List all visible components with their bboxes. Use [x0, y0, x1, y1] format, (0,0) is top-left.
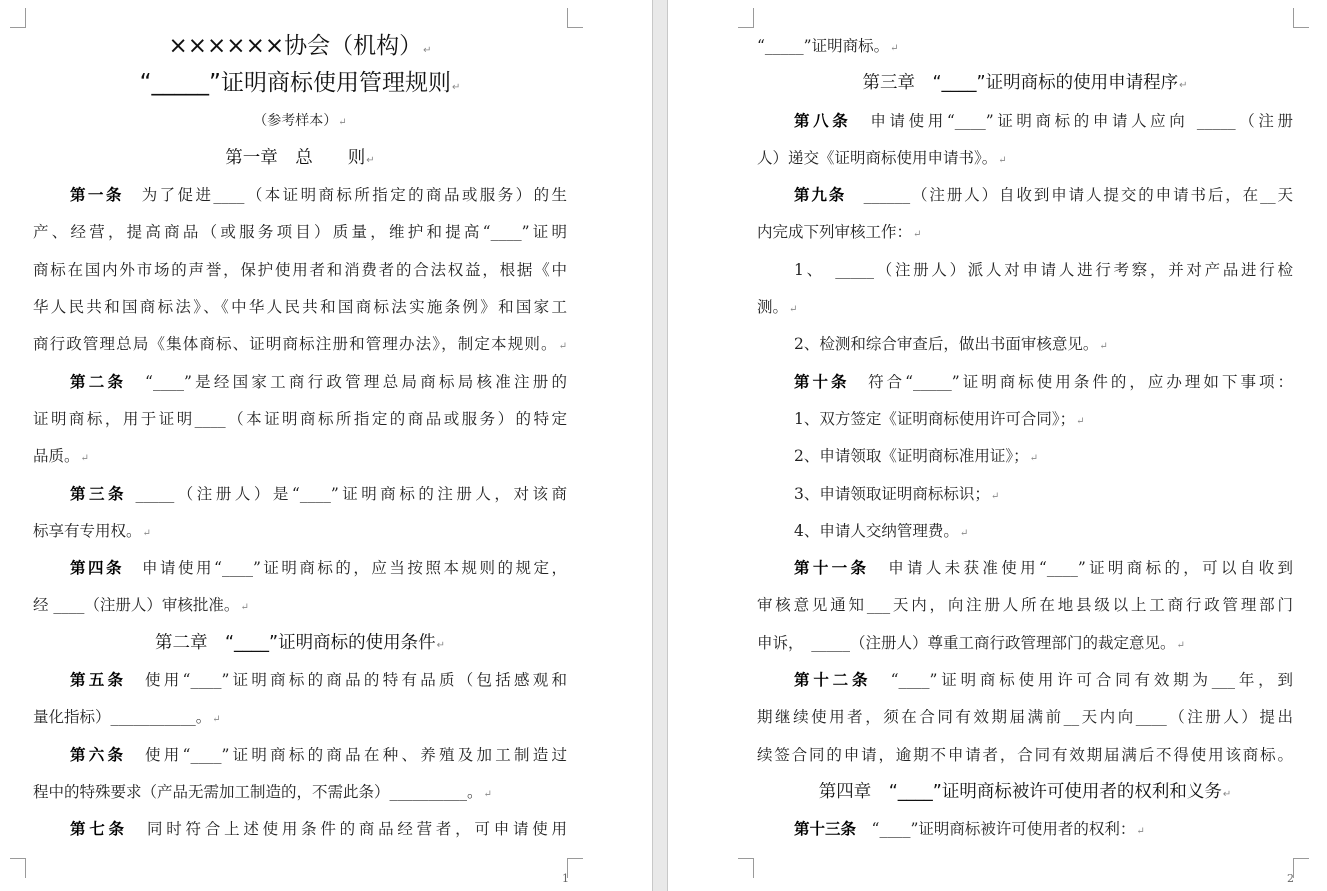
paragraph-line	[757, 401, 1293, 438]
paragraph-line	[757, 699, 1293, 736]
crop-mark	[567, 858, 583, 878]
paragraph-line	[33, 177, 567, 214]
crop-mark	[1293, 858, 1309, 878]
line-text: 3、申请领取证明商标标识； ↵	[794, 485, 999, 503]
paragraph-line	[757, 177, 1293, 214]
line-text: ××××××协会（机构） ↵	[168, 33, 431, 59]
crop-mark	[567, 8, 583, 28]
line-text: 使用“____”证明商标的商品在种、养殖及加工制造过	[126, 745, 567, 764]
paragraph-line	[757, 662, 1293, 699]
paragraph-line	[33, 662, 567, 699]
document-title	[33, 28, 567, 65]
paragraph-line	[33, 513, 567, 550]
paragraph-line	[757, 214, 1293, 251]
paragraph-line	[757, 625, 1293, 662]
line-text: 人）递交《证明商标使用申请书》。 ↵	[757, 149, 1007, 167]
line-text: 续签合同的申请，逾期不申请者，合同有效期届满后不得使用该商标。	[757, 745, 1293, 764]
line-text: _____（注册人）是“____”证明商标的注册人，对该商	[127, 484, 567, 503]
paragraph-line	[757, 140, 1293, 177]
article-label: 第八条	[794, 111, 852, 130]
paragraph-line	[33, 737, 567, 774]
line-text: 符合“_____”证明商标使用条件的，应办理如下事项：	[849, 372, 1293, 391]
paragraph-line	[33, 476, 567, 513]
line-text: 华人民共和国商标法》、《中华人民共和国商标法实施条例》和国家工	[33, 298, 567, 317]
article-label: 第十三条	[794, 820, 857, 839]
paragraph-line	[33, 252, 567, 289]
document-title	[33, 65, 567, 102]
paragraph-line	[757, 587, 1293, 624]
line-text: 第一章 总 则 ↵	[225, 148, 374, 168]
paragraph-line	[33, 401, 567, 438]
line-text: “_____”证明商标使用管理规则 ↵	[140, 70, 461, 96]
article-label: 第十条	[794, 372, 850, 391]
article-label: 第九条	[794, 186, 847, 205]
document-page-2[interactable]	[668, 0, 1327, 891]
paragraph-line	[757, 476, 1293, 513]
page-number: 1	[562, 872, 569, 885]
paragraph-line	[757, 513, 1293, 550]
article-label: 第二条	[70, 372, 127, 391]
line-text: 2、申请领取《证明商标准用证》； ↵	[794, 447, 1038, 465]
article-label: 第三条	[70, 484, 128, 503]
line-text: 申诉， _____（注册人）尊重工商行政管理部门的裁定意见。 ↵	[757, 634, 1185, 652]
line-text: 第三章 “____”证明商标的使用申请程序 ↵	[862, 73, 1187, 93]
line-text: 程中的特殊要求（产品无需加工制造的，不需此条）__________。 ↵	[33, 783, 492, 801]
document-subtitle	[33, 103, 567, 140]
line-text: 1、 _____（注册人）派人对申请人进行考察，并对产品进行检	[794, 260, 1293, 279]
paragraph-line	[33, 699, 567, 736]
paragraph-line	[33, 289, 567, 326]
line-text: 测。 ↵	[757, 298, 797, 316]
paragraph-line	[757, 550, 1293, 587]
page-number: 2	[1287, 872, 1294, 885]
line-text: 经 ____（注册人）审核批准。 ↵	[33, 596, 249, 614]
line-text: 证明商标，用于证明____（本证明商标所指定的商品或服务）的特定	[33, 409, 567, 428]
paragraph-line	[33, 587, 567, 624]
paragraph-line	[757, 364, 1293, 401]
paragraph-line	[757, 438, 1293, 475]
article-label: 第一条	[70, 186, 124, 205]
crop-mark	[10, 8, 26, 28]
line-text: 4、申请人交纳管理费。 ↵	[794, 522, 968, 540]
line-text: “_____”证明商标。 ↵	[757, 37, 899, 55]
line-text: “____”证明商标使用许可合同有效期为___年，到	[871, 671, 1293, 690]
line-text: 商行政管理总局《集体商标、证明商标注册和管理办法》，制定本规则。 ↵	[33, 335, 567, 353]
paragraph-line	[757, 811, 1293, 848]
page-body[interactable]	[757, 28, 1293, 849]
article-label: 第十二条	[794, 671, 872, 690]
line-text: 期继续使用者，须在合同有效期届满前__天内向____（注册人）提出	[757, 708, 1293, 727]
paragraph-line	[757, 103, 1293, 140]
paragraph-line	[33, 550, 567, 587]
line-text: “____”证明商标被许可使用者的权利： ↵	[856, 820, 1145, 838]
line-text: 品质。 ↵	[33, 447, 89, 465]
paragraph-line	[757, 737, 1293, 774]
line-text: 为了促进____（本证明商标所指定的商品或服务）的生	[123, 186, 567, 205]
line-text: 1、双方签定《证明商标使用许可合同》； ↵	[794, 410, 1085, 428]
line-text: 标享有专用权。 ↵	[33, 522, 151, 540]
page-gap	[652, 0, 668, 891]
line-text: 申请使用“____”证明商标的申请人应向 _____（注册	[851, 111, 1293, 130]
line-text: 商标在国内外市场的声誉，保护使用者和消费者的合法权益，根据《中	[33, 260, 567, 279]
line-text: “____”是经国家工商行政管理总局商标局核准注册的	[126, 372, 567, 391]
chapter-heading	[757, 65, 1293, 102]
article-label: 第六条	[70, 745, 127, 764]
line-text: 第四章 “____”证明商标被许可使用者的权利和义务 ↵	[819, 782, 1232, 802]
crop-mark	[738, 8, 754, 28]
line-text: 审核意见通知___天内，向注册人所在地县级以上工商行政管理部门	[757, 596, 1293, 615]
line-text: 第二章 “____”证明商标的使用条件 ↵	[155, 633, 445, 653]
article-label: 第五条	[70, 671, 127, 690]
paragraph-line	[757, 289, 1293, 326]
paragraph-line	[33, 774, 567, 811]
paragraph-line	[33, 326, 567, 363]
line-text: 内完成下列审核工作： ↵	[757, 223, 921, 241]
line-text: 量化指标）___________。 ↵	[33, 708, 221, 726]
article-label: 第四条	[70, 559, 125, 578]
line-text: 2、检测和综合审查后，做出书面审核意见。 ↵	[794, 335, 1108, 353]
crop-mark	[10, 858, 26, 878]
page-body[interactable]	[33, 28, 567, 849]
document-page-1[interactable]	[0, 0, 652, 891]
line-text: 申请人未获准使用“____”证明商标的，可以自收到	[869, 559, 1293, 578]
paragraph-line	[33, 438, 567, 475]
paragraph-line	[33, 364, 567, 401]
crop-mark	[738, 858, 754, 878]
line-text: 使用“____”证明商标的商品的特有品质（包括感观和	[126, 671, 567, 690]
article-label: 第七条	[70, 820, 128, 839]
paragraph-line	[757, 326, 1293, 363]
paragraph-line	[33, 214, 567, 251]
paragraph-line	[33, 811, 567, 848]
line-text: 同时符合上述使用条件的商品经营者，可申请使用	[127, 820, 567, 839]
chapter-heading	[757, 774, 1293, 811]
line-text: （参考样本） ↵	[253, 113, 346, 129]
chapter-heading	[33, 140, 567, 177]
article-label: 第十一条	[794, 559, 870, 578]
line-text: ______（注册人）自收到申请人提交的申请书后，在__天	[846, 186, 1293, 205]
paragraph-line	[757, 252, 1293, 289]
line-text: 申请使用“____”证明商标的，应当按照本规则的规定，	[124, 559, 567, 578]
crop-mark	[1293, 8, 1309, 28]
paragraph-line	[757, 28, 1293, 65]
line-text: 产、经营，提高商品（或服务项目）质量，维护和提高“____”证明	[33, 223, 567, 242]
chapter-heading	[33, 625, 567, 662]
